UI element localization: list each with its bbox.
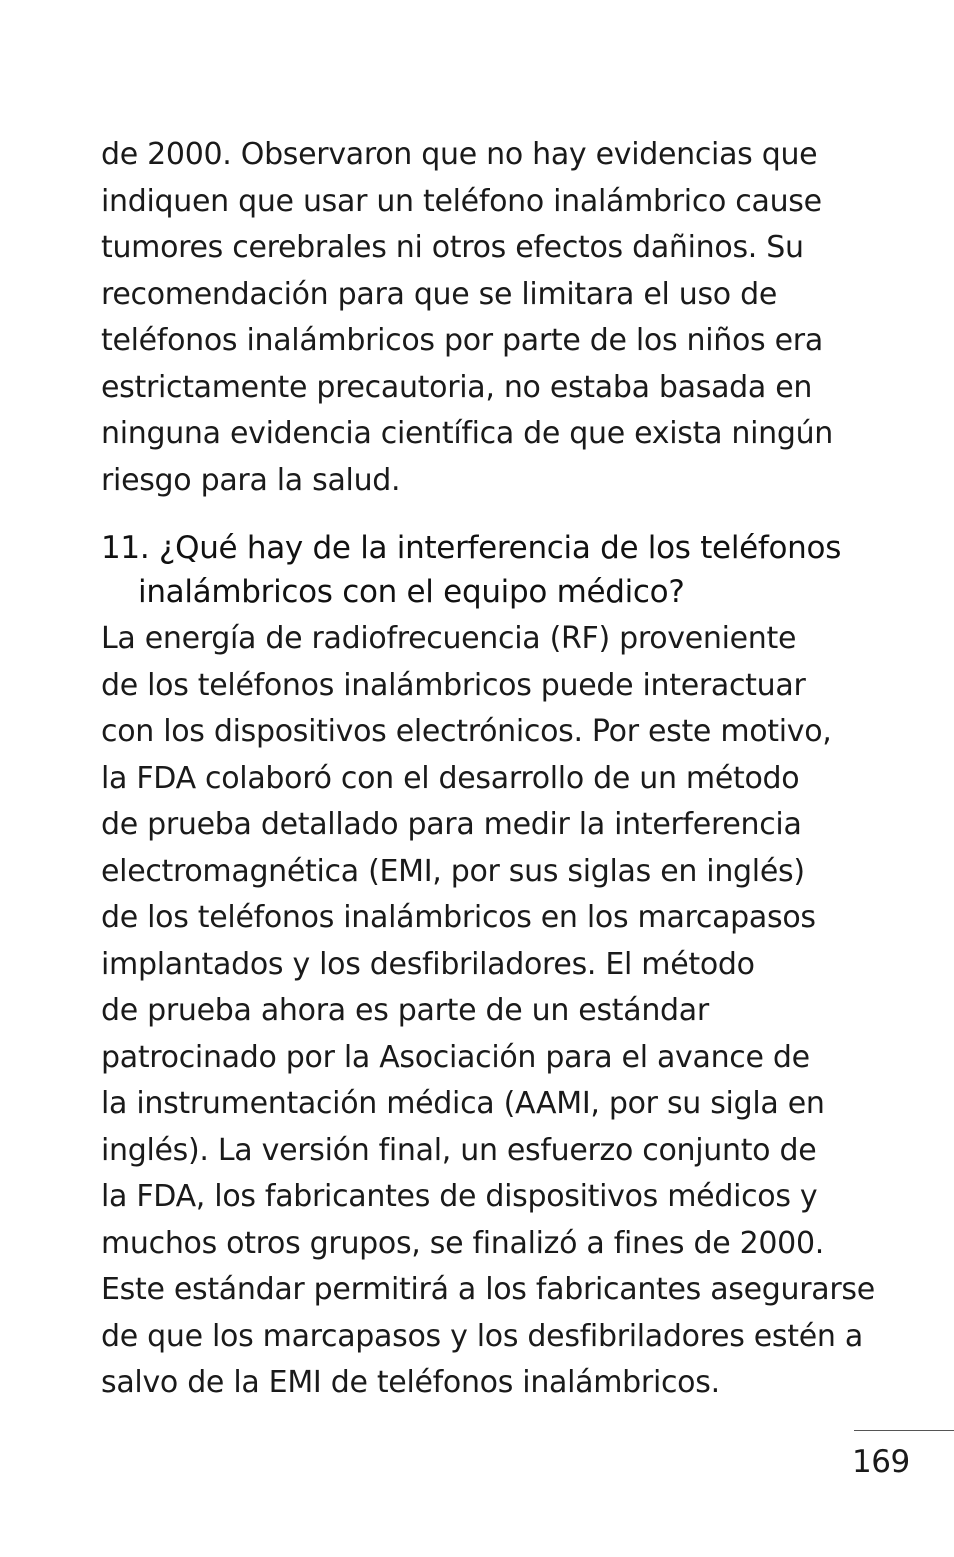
text-line: patrocinado por la Asociación para el avance de (101, 1039, 810, 1075)
text-line: de 2000. Observaron que no hay evidencias que (101, 137, 818, 172)
intro-paragraph (101, 132, 901, 504)
text-line: de prueba ahora es parte de un estándar (101, 993, 709, 1028)
text-line: estrictamente precautoria, no estaba basada en (101, 369, 813, 405)
heading-line: inalámbricos con el equipo médico? (138, 574, 685, 610)
text-line: salvo de la EMI de teléfonos inalámbricos. (101, 1365, 720, 1400)
text-line: riesgo para la salud. (101, 462, 401, 498)
text-line: la instrumentación médica (AAMI, por su sigla en (101, 1086, 825, 1121)
body-paragraph (101, 616, 901, 1407)
text-line: la FDA, los fabricantes de dispositivos médicos y (101, 1179, 818, 1214)
text-line: de que los marcapasos y los desfibriladores estén a (101, 1318, 863, 1354)
page-number: 169 (852, 1444, 910, 1480)
text-line: recomendación para que se limitara el uso de (101, 276, 777, 312)
text-line: implantados y los desfibriladores. El método (101, 946, 755, 982)
text-line: teléfonos inalámbricos por parte de los niños era (101, 323, 823, 358)
text-line: indiquen que usar un teléfono inalámbrico cause (101, 183, 822, 219)
text-line: de los teléfonos inalámbricos puede interactuar (101, 667, 806, 703)
text-line: ninguna evidencia científica de que exista ningún (101, 416, 834, 451)
page-content (101, 132, 901, 1407)
text-line: La energía de radiofrecuencia (RF) proveniente (101, 621, 797, 656)
text-line: de los teléfonos inalámbricos en los marcapasos (101, 900, 816, 935)
text-line: con los dispositivos electrónicos. Por este motivo, (101, 714, 832, 749)
text-line: electromagnética (EMI, por sus siglas en inglés) (101, 853, 805, 889)
text-line: de prueba detallado para medir la interferencia (101, 807, 802, 842)
text-line: Este estándar permitirá a los fabricantes asegurarse (101, 1272, 875, 1307)
heading-line: 11. ¿Qué hay de la interferencia de los teléfonos (101, 530, 842, 566)
text-line: muchos otros grupos, se finalizó a fines de 2000. (101, 1225, 824, 1261)
text-line: tumores cerebrales ni otros efectos dañinos. Su (101, 230, 804, 265)
text-line: inglés). La versión final, un esfuerzo conjunto de (101, 1132, 817, 1168)
footer-divider (854, 1430, 954, 1431)
text-line: la FDA colaboró con el desarrollo de un método (101, 760, 800, 796)
section-heading (101, 526, 901, 614)
